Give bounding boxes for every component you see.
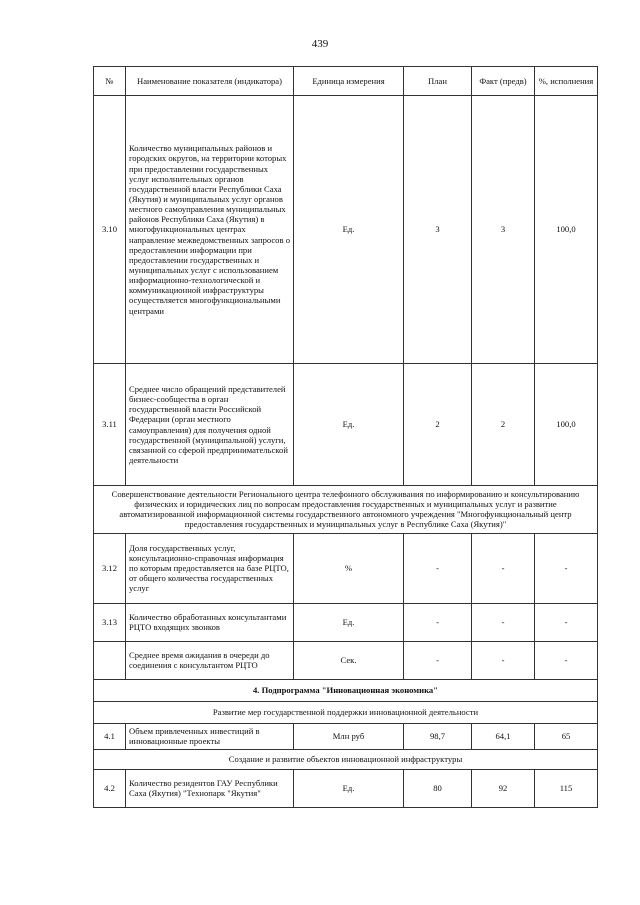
row-name: Количество резидентов ГАУ Республики Саха (Якутия) "Технопарк "Якутия" (126, 769, 294, 807)
header-name: Наименование показателя (индикатора) (126, 67, 294, 96)
table-row (94, 723, 598, 749)
subprogram-heading: 4. Подпрограмма "Инновационная экономика" (94, 679, 598, 701)
row-percent: 100,0 (535, 96, 598, 364)
row-num: 3.10 (94, 96, 126, 364)
row-percent: - (535, 603, 598, 641)
indicators-table (93, 66, 598, 808)
row-plan: - (404, 603, 472, 641)
row-name: Количество муниципальных районов и городских округов, на территории которых при предоставлении государственных услуг исполнительных органов государственной власти Республики Саха (Якутия) и муниципальных услуг органов местного самоуправления муниципальных районов Республики Саха (Якутия) в многофункциональных центрах направление межведомственных запросов о предоставлении информации при предоставлении государственных и муниципальных услуг с использованием информационно-технологической и коммуникационной инфраструктуры осуществляется многофункциональными центрами (126, 96, 294, 364)
row-percent: 115 (535, 769, 598, 807)
subprogram-heading-row (94, 679, 598, 701)
row-plan: 98,7 (404, 723, 472, 749)
section-heading-support: Развитие мер государственной поддержки инновационной деятельности (94, 701, 598, 723)
table-row (94, 364, 598, 486)
row-name: Среднее число обращений представителей бизнес-сообщества в орган государственной власти Российской Федерации (орган местного самоуправления) для получения одной государственной (муниципальной) услуги, связанной со сферой предпринимательской деятельности (126, 364, 294, 486)
row-num: 3.13 (94, 603, 126, 641)
table-header-row (94, 67, 598, 96)
row-plan: - (404, 641, 472, 679)
row-name: Количество обработанных консультантами РЦТО входящих звонков (126, 603, 294, 641)
row-unit: Ед. (294, 769, 404, 807)
row-num: 3.12 (94, 533, 126, 603)
row-plan: 3 (404, 96, 472, 364)
header-fact: Факт (предв) (472, 67, 535, 96)
section-heading-row (94, 701, 598, 723)
row-fact: 3 (472, 96, 535, 364)
row-plan: - (404, 533, 472, 603)
row-percent: - (535, 641, 598, 679)
row-name: Среднее время ожидания в очереди до соединения с консультантом РЦТО (126, 641, 294, 679)
row-num (94, 641, 126, 679)
row-percent: 65 (535, 723, 598, 749)
row-fact: - (472, 533, 535, 603)
row-fact: 2 (472, 364, 535, 486)
row-name: Объем привлеченных инвестиций в инновационные проекты (126, 723, 294, 749)
table-row (94, 533, 598, 603)
section-heading-row (94, 486, 598, 534)
section-heading-rcto: Совершенствование деятельности Регионального центра телефонного обслуживания по информированию и консультированию физических и юридических лиц по вопросам предоставления государственных и муниципальных услуг и развитие автоматизированной информационной системы государственного автономного учреждения "Многофункциональный центр предоставления государственных и муниципальных услуг в Республике Саха (Якутия)" (94, 486, 598, 534)
row-unit: Млн руб (294, 723, 404, 749)
row-percent: - (535, 533, 598, 603)
row-percent: 100,0 (535, 364, 598, 486)
row-num: 3.11 (94, 364, 126, 486)
row-plan: 80 (404, 769, 472, 807)
table-row (94, 603, 598, 641)
row-fact: - (472, 641, 535, 679)
row-unit: Ед. (294, 603, 404, 641)
row-unit: Ед. (294, 96, 404, 364)
table-row (94, 641, 598, 679)
row-plan: 2 (404, 364, 472, 486)
header-num: № (94, 67, 126, 96)
row-unit: % (294, 533, 404, 603)
row-fact: - (472, 603, 535, 641)
row-num: 4.1 (94, 723, 126, 749)
section-heading-row (94, 749, 598, 769)
table-row (94, 96, 598, 364)
table-row (94, 769, 598, 807)
row-name: Доля государственных услуг, консультационно-справочная информация по которым предоставляется на базе РЦТО, от общего количества государственных услуг (126, 533, 294, 603)
header-unit: Единица измерения (294, 67, 404, 96)
header-percent: %, исполнения (535, 67, 598, 96)
page-number: 439 (311, 38, 329, 50)
header-plan: План (404, 67, 472, 96)
row-unit: Ед. (294, 364, 404, 486)
row-fact: 64,1 (472, 723, 535, 749)
section-heading-infra: Создание и развитие объектов инновационной инфраструктуры (94, 749, 598, 769)
row-unit: Сек. (294, 641, 404, 679)
row-num: 4.2 (94, 769, 126, 807)
row-fact: 92 (472, 769, 535, 807)
